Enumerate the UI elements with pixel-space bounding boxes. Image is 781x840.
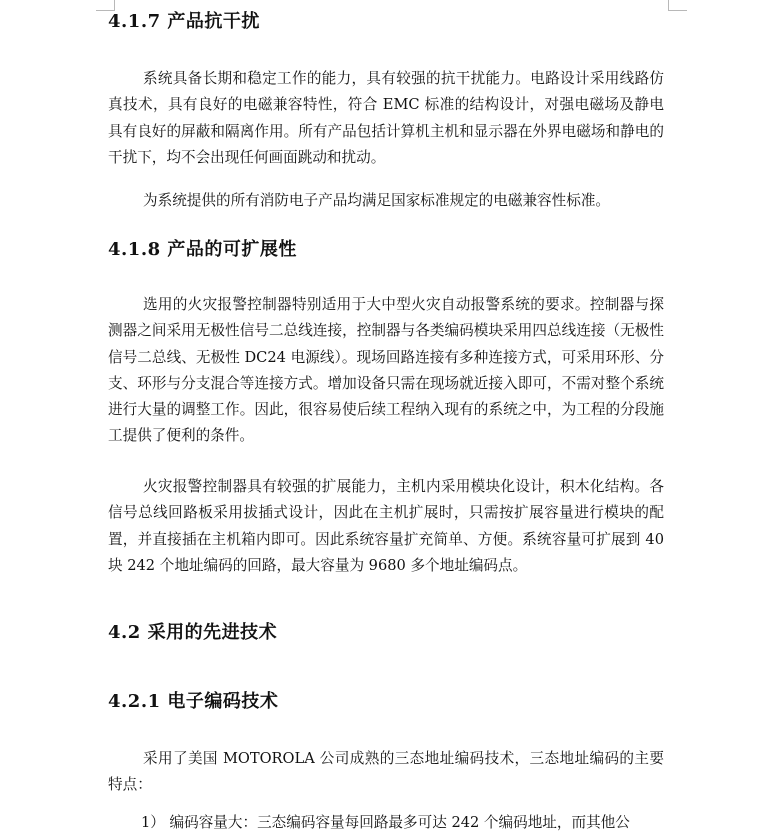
heading-4-1-7: 4.1.7 产品抗干扰 [108, 11, 260, 32]
page-corner-mark-right [668, 0, 687, 11]
heading-4-2: 4.2 采用的先进技术 [108, 622, 278, 643]
paragraph-tristate-encoding: 采用了美国 MOTOROLA 公司成熟的三态地址编码技术，三态地址编码的主要特点： [108, 750, 664, 794]
paragraph-anti-interference: 系统具备长期和稳定工作的能力，具有较强的抗干扰能力。电路设计采用线路仿真技术，具有良好的电磁兼容特性，符合 EMC 标准的结构设计，对强电磁场及静电具有良好的屏蔽和隔离作用。所有产品包括计算机主机和显示器在外界电磁场和静电的干扰下，均不会出现任何画面跳动和扰动。 [108, 70, 664, 166]
paragraph-expansion-capacity: 火灾报警控制器具有较强的扩展能力，主机内采用模块化设计，积木化结构。各信号总线回路板采用拔插式设计，因此在主机扩展时，只需按扩展容量进行模块的配置，并直接插在主机箱内即可。因此系统容量扩充简单、方便。系统容量可扩展到 40 块 242 个地址编码的回路，最大容量为 9680 多个地址编码点。 [108, 478, 664, 574]
heading-4-1-8: 4.1.8 产品的可扩展性 [108, 239, 297, 260]
paragraph-emc-standard: 为系统提供的所有消防电子产品均满足国家标准规定的电磁兼容性标准。 [143, 192, 611, 209]
list-item-encoding-capacity: 1） 编码容量大：三态编码容量每回路最多可达 242 个编码地址，而其他公 [141, 814, 630, 831]
heading-4-2-1: 4.2.1 电子编码技术 [108, 691, 279, 712]
paragraph-controller-bus: 选用的火灾报警控制器特别适用于大中型火灾自动报警系统的要求。控制器与探测器之间采用无极性信号二总线连接，控制器与各类编码模块采用四总线连接（无极性信号二总线、无极性 DC24 电源线）。现场回路连接有多种连接方式，可采用环形、分支、环形与分支混合等连接方式。增加设备只需在现场就近接入即可，不需对整个系统进行大量的调整工作。因此，很容易使后续工程纳入现有的系统之中，为工程的分段施工提供了便利的条件。 [108, 296, 664, 445]
